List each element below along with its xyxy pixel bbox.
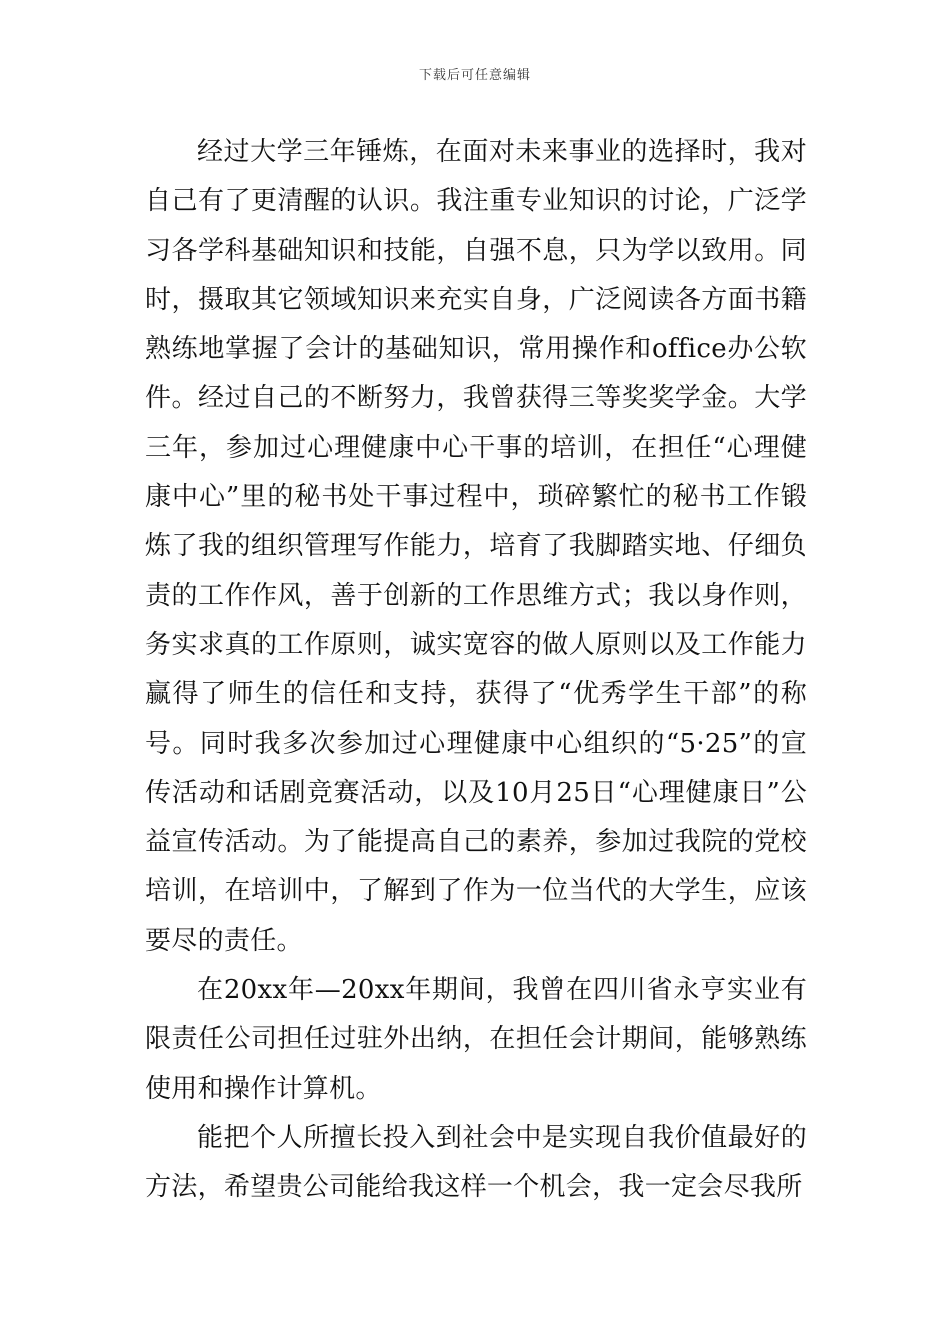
header-note: 下载后可任意编辑 <box>418 68 531 83</box>
paragraph-closing: 能把个人所擅长投入到社会中是实现自我价值最好的方法，希望贵公司能给我这样一个机会，我一定会尽我所 <box>145 1122 807 1203</box>
paragraph-work-history: 在20xx年—20xx年期间，我曾在四川省永亨实业有限责任公司担任过驻外出纳，在担任会计期间，能够熟练使用和操作计算机。 <box>145 975 807 1104</box>
paragraph-experience: 经过大学三年锤炼，在面对未来事业的选择时，我对自己有了更清醒的认识。我注重专业知识的讨论，广泛学习各学科基础知识和技能，自强不息，只为学以致用。同时，摄取其它领域知识来充实自身，广泛阅读各方面书籍熟练地掌握了会计的基础知识，常用操作和office办公软件。经过自己的不断努力，我曾获得三等奖奖学金。大学三年，参加过心理健康中心干事的培训，在担任“心理健康中心”里的秘书处干事过程中，琐碎繁忙的秘书工作锻炼了我的组织管理写作能力，培育了我脚踏实地、仔细负责的工作作风，善于创新的工作思维方式；我以身作则，务实求真的工作原则，诚实宽容的做人原则以及工作能力赢得了师生的信任和支持，获得了“优秀学生干部”的称号。同时我多次参加过心理健康中心组织的“5·25”的宣传活动和话剧竞赛活动，以及10月25日“心理健康日”公益宣传活动。为了能提高自己的素养，参加过我院的党校培训，在培训中，了解到了作为一位当代的大学生，应该要尽的责任。 <box>145 137 807 956</box>
document-body <box>145 128 807 1213</box>
